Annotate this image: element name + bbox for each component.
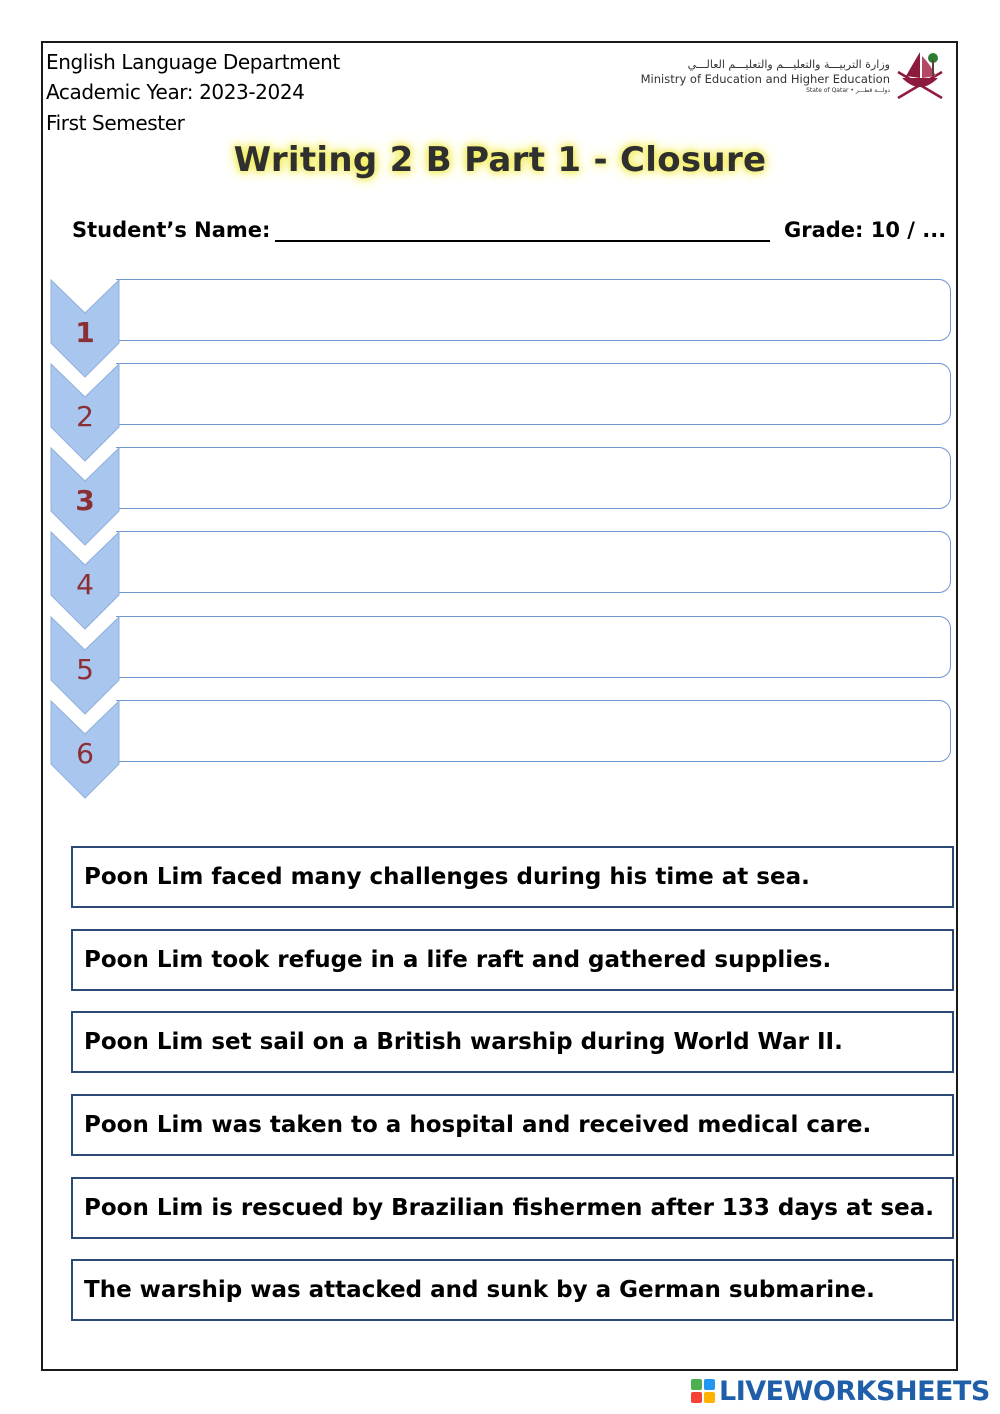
answer-drop-box[interactable] [116, 531, 951, 593]
state-of-qatar: State of Qatar • دولـــة قطـــر [806, 87, 890, 94]
answer-drop-box[interactable] [116, 279, 951, 341]
department-name: English Language Department [46, 50, 340, 74]
worksheet-title: Writing 2 B Part 1 - Closure [233, 140, 767, 180]
answer-drop-box[interactable] [116, 700, 951, 762]
step-number: 4 [76, 568, 94, 601]
draggable-sentence[interactable]: Poon Lim set sail on a British warship during World War II. [71, 1011, 954, 1073]
step-row [50, 700, 953, 800]
step-number: 6 [76, 737, 94, 770]
draggable-sentence[interactable]: Poon Lim took refuge in a life raft and gathered supplies. [71, 929, 954, 991]
liveworksheets-grid-icon [690, 1378, 716, 1404]
step-number: 2 [76, 400, 94, 433]
answer-drop-box[interactable] [116, 447, 951, 509]
answer-drop-box[interactable] [116, 363, 951, 425]
step-number: 5 [76, 653, 94, 686]
student-name-label: Student’s Name: [72, 218, 271, 242]
step-number: 3 [75, 484, 95, 517]
draggable-sentence[interactable]: Poon Lim was taken to a hospital and received medical care. [71, 1094, 954, 1156]
semester: First Semester [46, 111, 185, 135]
ministry-name-arabic: وزارة التربيـــة والتعليـــم والتعليـــم العالـــي [687, 58, 890, 71]
answer-drop-box[interactable] [116, 616, 951, 678]
liveworksheets-logo[interactable] [690, 1374, 990, 1408]
student-name-line[interactable] [275, 240, 770, 242]
grade-label: Grade: 10 / ... [784, 218, 947, 242]
liveworksheets-brand: LIVEWORKSHEETS [719, 1375, 990, 1407]
draggable-sentence[interactable]: Poon Lim is rescued by Brazilian fishermen after 133 days at sea. [71, 1177, 954, 1239]
ministry-name-english: Ministry of Education and Higher Education [640, 72, 890, 86]
draggable-sentence[interactable]: The warship was attacked and sunk by a German submarine. [71, 1259, 954, 1321]
academic-year: Academic Year: 2023-2024 [46, 80, 305, 104]
step-number: 1 [75, 316, 95, 349]
qatar-emblem-icon [892, 48, 948, 102]
ministry-name-block [635, 58, 890, 95]
draggable-sentence[interactable]: Poon Lim faced many challenges during his time at sea. [71, 846, 954, 908]
